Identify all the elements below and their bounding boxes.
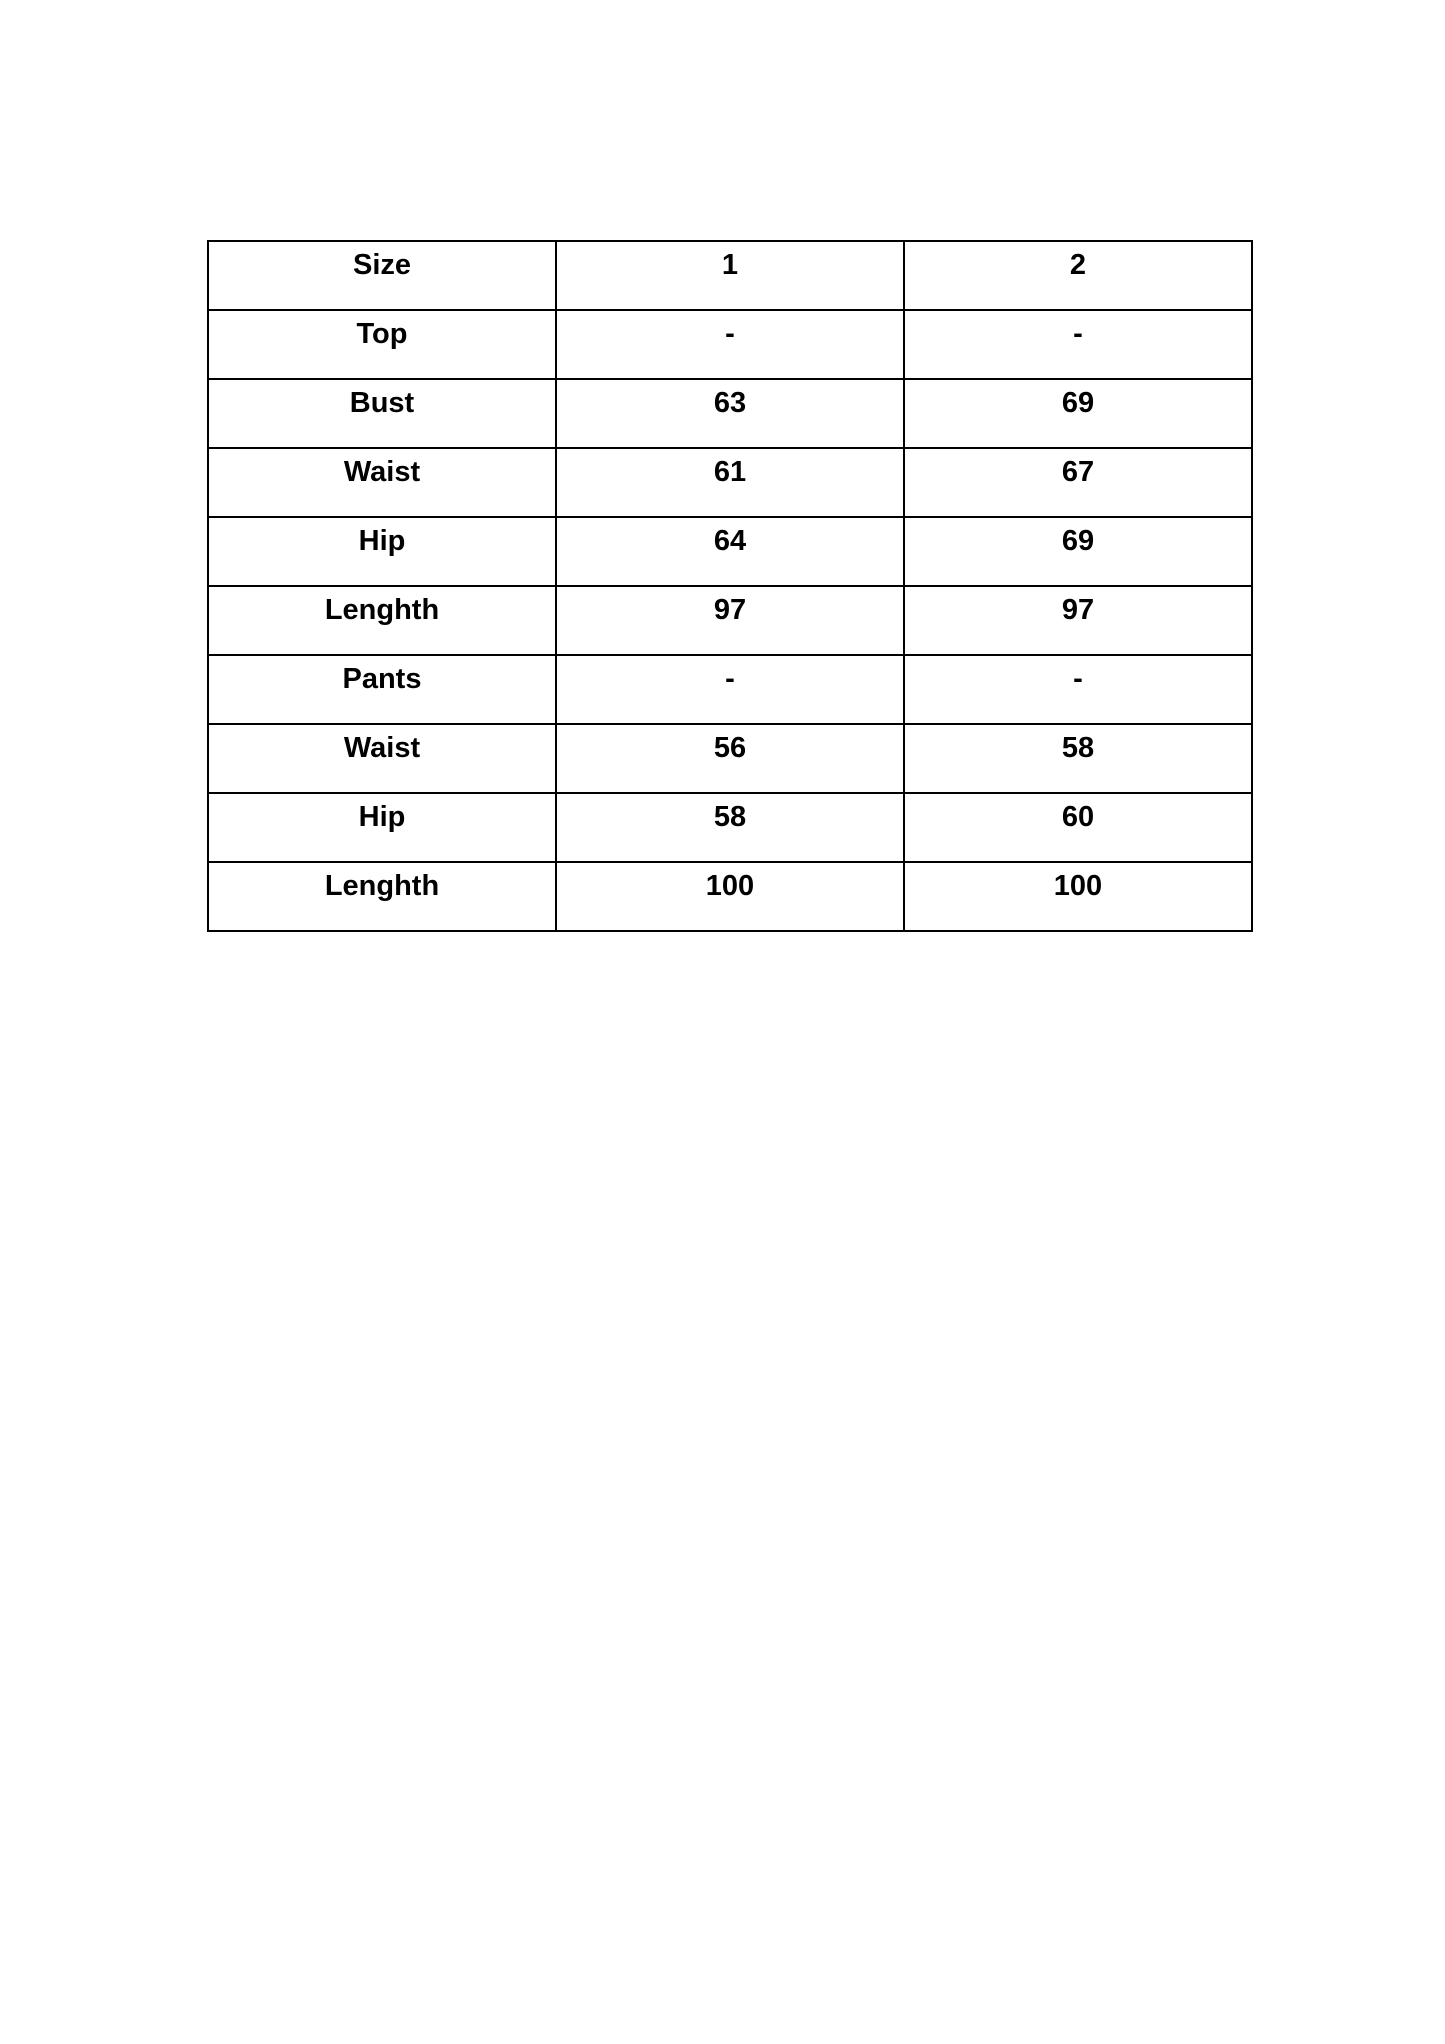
size-chart-table bbox=[207, 240, 1253, 932]
table-cell: 60 bbox=[904, 793, 1252, 862]
table-cell: Waist bbox=[208, 448, 556, 517]
table-row bbox=[208, 655, 1252, 724]
table-row bbox=[208, 379, 1252, 448]
table-cell: Pants bbox=[208, 655, 556, 724]
table-cell: - bbox=[556, 655, 904, 724]
table-cell: 58 bbox=[556, 793, 904, 862]
table-cell: Bust bbox=[208, 379, 556, 448]
table-cell: 63 bbox=[556, 379, 904, 448]
table-row bbox=[208, 310, 1252, 379]
table-cell: 97 bbox=[904, 586, 1252, 655]
table-cell: 69 bbox=[904, 517, 1252, 586]
table-cell: 97 bbox=[556, 586, 904, 655]
table-row bbox=[208, 862, 1252, 931]
table-cell: Size bbox=[208, 241, 556, 310]
table-cell: Lenghth bbox=[208, 586, 556, 655]
table-cell: 100 bbox=[556, 862, 904, 931]
table-row-header bbox=[208, 241, 1252, 310]
table-row bbox=[208, 448, 1252, 517]
table-cell: 67 bbox=[904, 448, 1252, 517]
table-row bbox=[208, 517, 1252, 586]
table-cell: - bbox=[904, 310, 1252, 379]
table-cell: 2 bbox=[904, 241, 1252, 310]
table-cell: 58 bbox=[904, 724, 1252, 793]
table-cell: Lenghth bbox=[208, 862, 556, 931]
table-cell: 69 bbox=[904, 379, 1252, 448]
table-cell: Waist bbox=[208, 724, 556, 793]
table-cell: 100 bbox=[904, 862, 1252, 931]
table-cell: Hip bbox=[208, 793, 556, 862]
table-cell: 1 bbox=[556, 241, 904, 310]
table-row bbox=[208, 793, 1252, 862]
table-cell: Hip bbox=[208, 517, 556, 586]
table-cell: 64 bbox=[556, 517, 904, 586]
table-cell: - bbox=[904, 655, 1252, 724]
table-row bbox=[208, 724, 1252, 793]
table-cell: Top bbox=[208, 310, 556, 379]
table-row bbox=[208, 586, 1252, 655]
table-cell: 56 bbox=[556, 724, 904, 793]
table-cell: - bbox=[556, 310, 904, 379]
table-cell: 61 bbox=[556, 448, 904, 517]
